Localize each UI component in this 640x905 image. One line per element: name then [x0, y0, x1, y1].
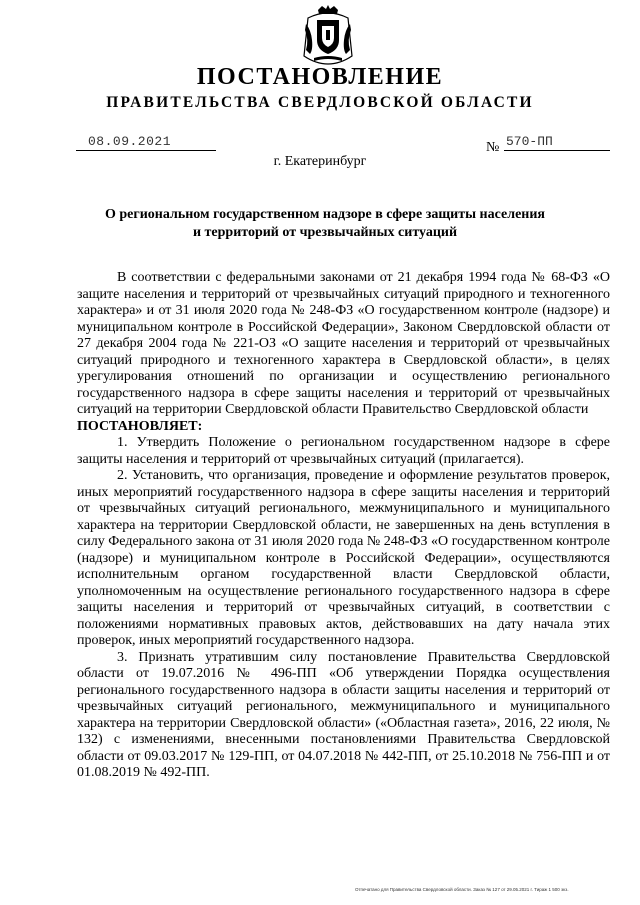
- issuing-authority: ПРАВИТЕЛЬСТВА СВЕРДЛОВСКОЙ ОБЛАСТИ: [106, 94, 534, 111]
- item-3-paragraph: 3. Признать утратившим силу постановление Правительства Свердловской области от 19.07.2016 № 496-ПП «Об утверждении Порядка осуществления регионального государственного надзора в области защиты населения и территорий от чрезвычайных ситуаций регионального, межмуниципального и муниципального характера на территории Свердловской области» («Областная газета», 2016, 22 июля, № 132) с изменениями, внесенными постановлениями Правительства Свердловской области от 09.03.2017 № 129-ПП, от 04.07.2018 № 442-ПП, от 25.10.2018 № 756-ПП и от 01.08.2019 № 492-ПП.: [77, 649, 610, 780]
- document-title: [90, 206, 560, 242]
- document-number: 570-ПП: [504, 134, 610, 151]
- item-1-paragraph: 1. Утвердить Положение о региональном государственном надзоре в сфере защиты населения и территорий от чрезвычайных ситуаций (прилагается).: [77, 435, 610, 467]
- preamble-paragraph: В соответствии с федеральными законами от 21 декабря 1994 года № 68-ФЗ «О защите населения и территорий от чрезвычайных ситуаций природного и техногенного характера» и от 31 июля 2020 года № 248-ФЗ «О государственном контроле (надзоре) и муниципальном контроле в Российской Федерации», Законом Свердловской области от 27 декабря 2004 года № 221-ОЗ «О защите населения и территорий от чрезвычайных ситуаций природного и техногенного характера в Свердловской области», в целях урегулирования отношений по организации и осуществлению регионального государственного надзора в сфере защиты населения и территорий от чрезвычайных ситуаций на территории Свердловской области Правительство Свердловской области: [77, 270, 610, 417]
- item-2-paragraph: 2. Установить, что организация, проведение и оформление результатов проверок, иных мероприятий государственного надзора в сфере защиты населения и территорий от чрезвычайных ситуаций регионального, межмуниципального и муниципального характера на территории Свердловской области, не завершенных на день вступления в силу Федерального закона от 31 июля 2020 года № 248-ФЗ «О государственном контроле (надзоре) и муниципальном контроле в Российской Федерации», осуществляются исполнительным органом государственной власти Свердловской области, уполномоченным на осуществление регионального государственного надзора в сфере защиты населения и территорий от чрезвычайных ситуаций, в соответствии с положениями нормативных правовых актов, действовавших на дату начала этих проверок, иных мероприятий государственного надзора.: [77, 468, 610, 648]
- title-line-1: О региональном государственном надзоре в сфере защиты населения: [104, 207, 545, 222]
- document-body: [77, 270, 610, 782]
- document-date: 08.09.2021: [76, 134, 216, 151]
- city: г. Екатеринбург: [273, 154, 367, 169]
- title-line-2: и территорий от чрезвычайных ситуаций: [192, 225, 458, 240]
- coat-of-arms-icon: [300, 4, 356, 66]
- number-label: №: [486, 140, 500, 155]
- document-type: ПОСТАНОВЛЕНИЕ: [196, 64, 444, 90]
- print-note: Отпечатано для Правительства Свердловской области. Заказ № 127 от 29.05.2021 г. Тираж 1 500 экз.: [355, 887, 569, 892]
- decree-word: ПОСТАНОВЛЯЕТ:: [77, 418, 203, 434]
